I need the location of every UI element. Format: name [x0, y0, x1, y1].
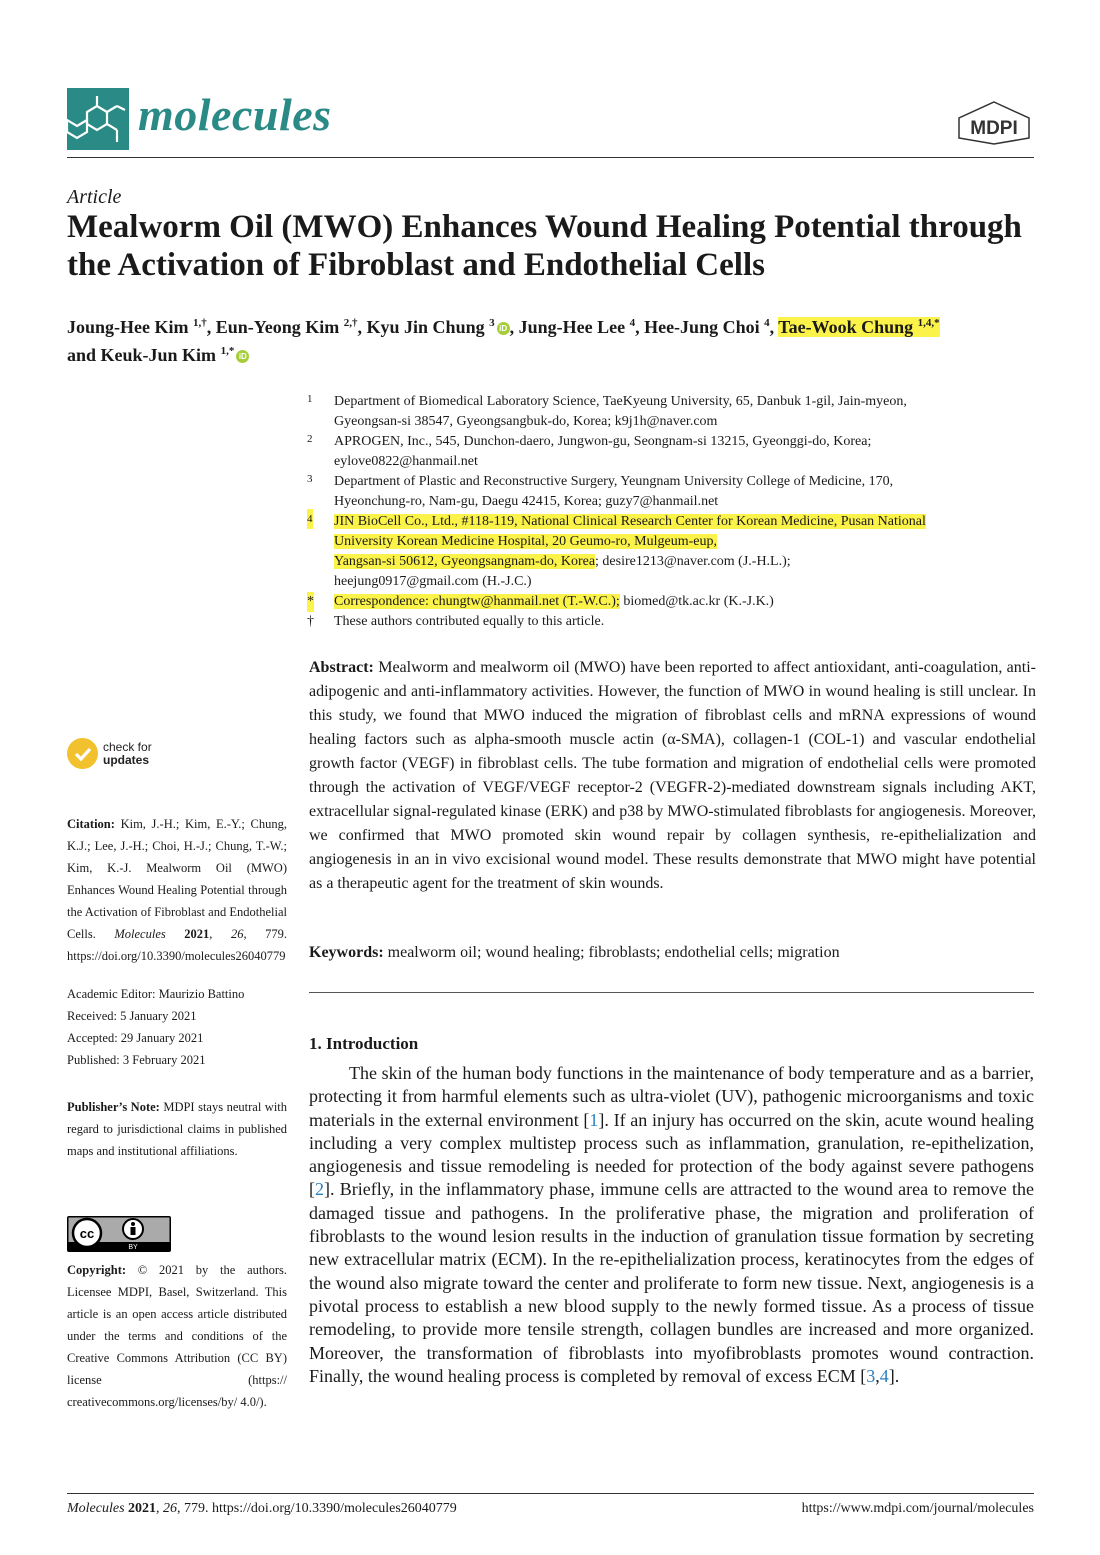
- author-affiliation-marker: 1,*: [220, 345, 235, 357]
- citation-label: Citation:: [67, 817, 115, 831]
- academic-editor: Academic Editor: Maurizio Battino: [67, 987, 245, 1001]
- affiliation-marker: 2: [307, 433, 313, 445]
- abstract-text: Mealworm and mealworm oil (MWO) have been reported to affect antioxidant, anti-coagulation, anti-adipogenic and anti-inflammatory activities. However, the function of MWO in wound healing is still unclear. In this study, we found that MWO induced the migration of fibroblast cells and mRNA expressions of wound healing factors such as alpha-smooth muscle actin (α-SMA), collagen-1 (COL-1) and vascular endothelial growth factor (VEGF) in fibroblast cells. The tube formation and migration of endothelial cells were promoted through the activation of VEGF/VEGF receptor-2 (VEGFR-2)-mediated downstream signals including AKT, extracellular signal-regulated kinase (ERK) and p38 by MWO-stimulated fibroblasts for angiogenesis. Moreover, we confirmed that MWO promoted skin wound repair by collagen synthesis, re-epithelialization and angiogenesis in an in vivo excisional wound model. These results demonstrate that MWO might have potential as a therapeutic agent for the treatment of skin wounds.: [309, 659, 1036, 892]
- abstract-label: Abstract:: [309, 659, 374, 676]
- keywords-label: Keywords:: [309, 944, 384, 961]
- affiliation-item: [307, 592, 1037, 612]
- orcid-icon[interactable]: iD: [497, 322, 510, 335]
- author-list: Joung-Hee Kim $^{1,\dagger}$, Eun-Yeong Kim $^{2,\dagger}$, Kyu Jin Chung $^3$ iD , Jung-Hee Lee $^4$, Hee-Jung Choi $^4$, Tae-Wook Chung $^{1,4,*}$ and Keuk-Jun Kim $^{1,*}$ iD: [67, 317, 940, 365]
- copyright-text: © 2021 by the authors. Licensee MDPI, Basel, Switzerland. This article is an open access article distributed under the terms and conditions of the Creative Commons Attribution (CC BY) license (https:// creativecommons.org/licenses/by/ 4.0/).: [67, 1263, 288, 1409]
- correspondence-marker: *: [307, 592, 314, 612]
- affiliation-line: eylove0822@hanmail.net: [334, 454, 478, 469]
- affiliation-line: Gyeongsan-si 38547, Gyeongsangbuk-do, Korea; k9j1h@naver.com: [334, 414, 718, 429]
- author-affiliation-marker: 2,†: [343, 317, 358, 329]
- citation-doi[interactable]: , 779. https://doi.org/10.3390/molecules26040779: [67, 927, 288, 963]
- svg-text:cc: cc: [79, 1226, 95, 1241]
- citation-block: Citation: Kim, J.-H.; Kim, E.-Y.; Chung, K.J.; Lee, J.-H.; Choi, H.-J.; Chung, T.-W.; Kim, K.-J. Mealworm Oil (MWO) Enhances Wound Healing Potential through the Activation of Fibroblast and Endothelial Cells. Molecules 2021, 26, 779. https://doi.org/10.3390/molecules26040779: [67, 817, 288, 963]
- reference-link[interactable]: 3: [866, 1365, 876, 1386]
- copyright-label: Copyright:: [67, 1263, 127, 1277]
- footer-rule: [67, 1493, 1034, 1494]
- check-updates-icon: [67, 738, 98, 769]
- citation-journal: Molecules: [114, 927, 166, 941]
- affiliation-line: Department of Plastic and Reconstructive Surgery, Yeungnam University College of Medicine, 170,: [334, 474, 894, 489]
- author-name[interactable]: Kyu Jin Chung: [366, 317, 485, 337]
- affiliations: [307, 392, 1037, 632]
- publisher-note: [67, 1096, 287, 1162]
- abstract: [309, 656, 1036, 896]
- mdpi-logo-text: MDPI: [970, 118, 1018, 139]
- author-affiliation-marker: 4: [629, 317, 636, 329]
- accepted-date: Accepted: 29 January 2021: [67, 1031, 204, 1045]
- footer-citation: Molecules 2021, 26, 779. https://doi.org/10.3390/molecules26040779: [67, 1501, 457, 1516]
- author-name[interactable]: Jung-Hee Lee: [518, 317, 626, 337]
- author-name[interactable]: Keuk-Jun Kim: [100, 345, 217, 365]
- mdpi-logo-icon: [957, 100, 1031, 146]
- copyright-block: [67, 1259, 287, 1413]
- orcid-icon[interactable]: iD: [236, 350, 249, 363]
- check-updates-line2: updates: [103, 753, 150, 767]
- header-rule: [67, 157, 1034, 158]
- author-name[interactable]: Tae-Wook Chung: [778, 317, 914, 337]
- affiliation-marker: 3: [307, 473, 313, 485]
- footer-year: 2021: [128, 1501, 157, 1516]
- received-date: Received: 5 January 2021: [67, 1009, 197, 1023]
- footer-journal: Molecules: [67, 1501, 125, 1516]
- affiliation-line: Department of Biomedical Laboratory Science, TaeKyeung University, 65, Danbuk 1-gil, Jain-myeon,: [334, 394, 907, 409]
- section-heading: 1. Introduction: [309, 1034, 419, 1053]
- footer-doi-link[interactable]: , 779. https://doi.org/10.3390/molecules26040779: [177, 1501, 457, 1516]
- equal-contribution-marker: †: [307, 614, 314, 629]
- check-updates-line1: check for: [103, 740, 152, 754]
- citation-text: Kim, J.-H.; Kim, E.-Y.; Chung, K.J.; Lee, J.-H.; Choi, H.-J.; Chung, T.-W.; Kim, K.-J. Mealworm Oil (MWO) Enhances Wound Healing Potential through the Activation of Fibroblast and Endothelial Cells.: [67, 817, 287, 941]
- author-affiliation-marker: 1,4,*: [917, 317, 940, 329]
- affiliation-line: Yangsan-si 50612, Gyeongsangnam-do, Korea: [334, 554, 596, 569]
- correspondence-line[interactable]: biomed@tk.ac.kr (K.-J.K.): [619, 594, 774, 609]
- affiliation-line: Hyeonchung-ro, Nam-gu, Daegu 42415, Korea; guzy7@hanmail.net: [334, 494, 719, 509]
- affiliation-marker: 4: [307, 509, 313, 529]
- introduction-body: [309, 1062, 1034, 1388]
- keywords: [309, 941, 1036, 965]
- author-name[interactable]: Eun-Yeong Kim: [215, 317, 340, 337]
- affiliation-item: [307, 472, 1037, 512]
- svg-text:BY: BY: [128, 1244, 138, 1251]
- citation-volume: 26: [230, 927, 244, 941]
- author-affiliation-marker: 4: [764, 317, 770, 329]
- author-name[interactable]: Hee-Jung Choi: [644, 317, 760, 337]
- paragraph-text: The skin of the human body functions in the maintenance of body temperature and as a barrier, protecting it from harmful elements such as ultra-violet (UV), pathogenic microorganisms and toxic materials in the external environment [: [309, 1063, 1034, 1130]
- affiliation-item: [307, 432, 1037, 472]
- author-name[interactable]: Joung-Hee Kim: [67, 317, 189, 337]
- affiliation-marker: 1: [307, 393, 313, 405]
- check-for-updates-button[interactable]: [67, 738, 187, 772]
- publisher-note-text: MDPI stays neutral with regard to jurisdictional claims in published maps and institutional affiliations.: [67, 1100, 288, 1158]
- reference-link[interactable]: 4: [879, 1365, 889, 1386]
- footer-journal-url[interactable]: https://www.mdpi.com/journal/molecules: [801, 1501, 1034, 1516]
- journal-logo-icon: [67, 88, 129, 150]
- affiliation-line: University Korean Medicine Hospital, 20 Geumo-ro, Mulgeum-eup,: [334, 534, 717, 549]
- paragraph-text: ]. If an injury has occurred on the skin, acute wound healing including a very complex multistep process such as inflammation, granulation, re-epithelization, angiogenesis and tissue remodeling is needed for protection of the body against severe pathogens [: [309, 1109, 1034, 1200]
- affiliation-line: JIN BioCell Co., Ltd., #118-119, National Clinical Research Center for Korean Medicine, Pusan National: [334, 514, 926, 529]
- keywords-text: mealworm oil; wound healing; fibroblasts; endothelial cells; migration: [387, 944, 840, 961]
- affiliation-line: ; desire1213@naver.com (J.-H.L.);: [595, 554, 791, 569]
- author-affiliation-marker: 1,†: [193, 317, 207, 329]
- affiliation-item: [307, 392, 1037, 432]
- cc-by-license-icon[interactable]: [67, 1216, 171, 1252]
- reference-link[interactable]: 2: [315, 1179, 324, 1200]
- correspondence-line[interactable]: Correspondence: chungtw@hanmail.net (T.-W.C.);: [334, 594, 620, 609]
- affiliation-item: [307, 512, 1037, 592]
- affiliation-item: [307, 612, 1037, 632]
- citation-year: 2021: [184, 927, 210, 941]
- publication-dates: [67, 983, 287, 1071]
- article-type: Article: [67, 186, 122, 208]
- journal-name: molecules: [138, 89, 332, 140]
- paragraph-text: ,: [875, 1365, 880, 1386]
- footer-volume: 26: [163, 1501, 178, 1516]
- affiliation-line: heejung0917@gmail.com (H.-J.C.): [334, 574, 532, 589]
- paragraph-text: ].: [888, 1365, 900, 1386]
- article-title: Mealworm Oil (MWO) Enhances Wound Healing Potential through the Activation of Fibroblast and Endothelial Cells: [67, 209, 1022, 283]
- equal-contribution-note: These authors contributed equally to this article.: [334, 614, 605, 629]
- publisher-note-label: Publisher’s Note:: [67, 1100, 160, 1114]
- reference-link[interactable]: 1: [589, 1109, 599, 1130]
- published-date: Published: 3 February 2021: [67, 1053, 206, 1067]
- affiliation-line: APROGEN, Inc., 545, Dunchon-daero, Jungwon-gu, Seongnam-si 13215, Gyeonggi-do, Korea;: [334, 434, 872, 449]
- section-divider: [309, 992, 1034, 993]
- paragraph-text: ]. Briefly, in the inflammatory phase, immune cells are attracted to the wound area to remove the damaged tissue and pathogens. In the proliferative phase, the migration and proliferation of fibroblasts to the wound lesion results in the induction of granulation tissue formation by secreting new extracellular matrix (ECM). In the re-epithelialization process, keratinocytes from the edges of the wound also migrate toward the center and proliferate to form new tissue. Next, angiogenesis is a pivotal process to establish a new blood supply to the newly formed tissue. As a process of tissue remodeling, to provide more tensile strength, collagen bundles are increased and more organized. Moreover, the transformation of fibroblasts into myofibroblasts promotes wound contraction. Finally, the wound healing process is completed by removal of excess ECM [: [309, 1179, 1034, 1386]
- paragraph: [309, 1062, 1034, 1388]
- author-affiliation-marker: 3: [489, 317, 495, 329]
